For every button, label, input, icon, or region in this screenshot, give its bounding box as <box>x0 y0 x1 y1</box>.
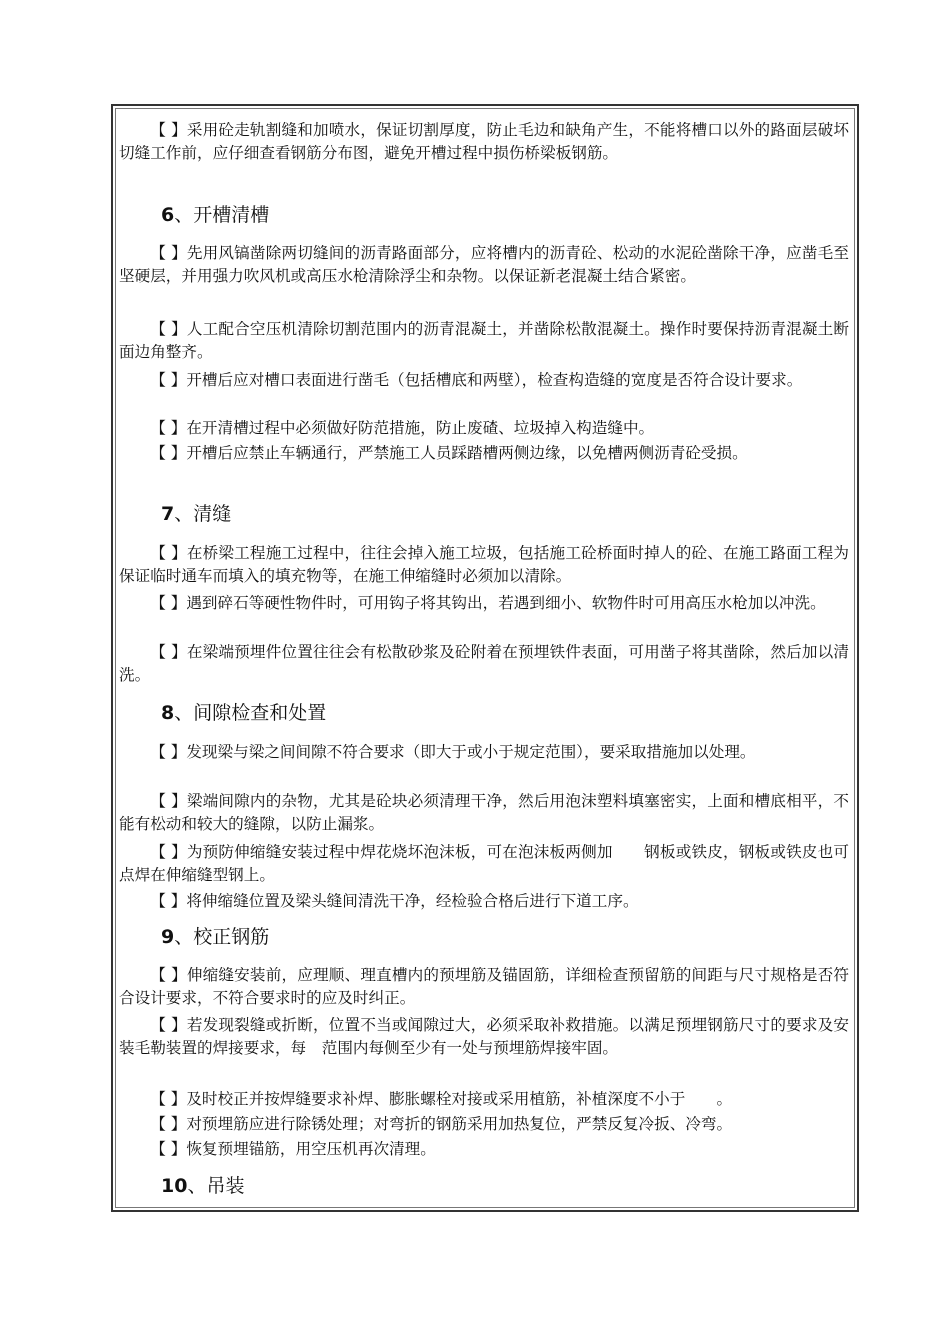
section-title: 、间隙检查和处置 <box>174 702 327 724</box>
paragraph-8-2: 【 】梁端间隙内的杂物，尤其是砼块必须清理干净，然后用泡沫塑料填塞密实，上面和槽底相平，不能有松动和较大的缝隙，以防止漏浆。 <box>119 792 849 833</box>
section-title: 、校正钢筋 <box>174 926 270 948</box>
paragraph-6-1: 【 】先用风镐凿除两切缝间的沥青路面部分，应将槽内的沥青砼、松动的水泥砼凿除干净，应凿毛至坚硬层，并用强力吹风机或高压水枪清除浮尘和杂物。以保证新老混凝土结合紧密。 <box>119 244 849 285</box>
section-heading-8 <box>161 700 326 726</box>
section-number: 6 <box>161 204 175 226</box>
section-number: 7 <box>161 503 175 525</box>
paragraph-9-4: 【 】对预埋筋应进行除锈处理；对弯折的钢筋采用加热复位，严禁反复冷扳、冷弯。 <box>150 1115 733 1133</box>
paragraph-9-5: 【 】恢复预埋锚筋，用空压机再次清理。 <box>150 1140 436 1158</box>
paragraph-6-2: 【 】人工配合空压机清除切割范围内的沥青混凝土，并凿除松散混凝土。操作时要保持沥青混凝土断面边角整齐。 <box>119 320 849 361</box>
section-title: 、吊装 <box>187 1175 245 1197</box>
section-heading-9 <box>161 924 269 950</box>
section-heading-7 <box>161 501 231 527</box>
section-number: 9 <box>161 926 175 948</box>
paragraph-8-4: 【 】将伸缩缝位置及梁头缝间清洗干净，经检验合格后进行下道工序。 <box>150 892 639 910</box>
section-number: 10 <box>161 1175 188 1197</box>
paragraph-8-1: 【 】发现梁与梁之间间隙不符合要求（即大于或小于规定范围），要采取措施加以处理。 <box>150 743 756 761</box>
paragraph-6-3: 【 】开槽后应对槽口表面进行凿毛（包括槽底和两壁），检查构造缝的宽度是否符合设计要求。 <box>150 371 803 389</box>
section-heading-6 <box>161 202 269 228</box>
paragraph-9-1: 【 】伸缩缝安装前，应理顺、理直槽内的预埋筋及锚固筋，详细检查预留筋的间距与尺寸规格是否符合设计要求，不符合要求时的应及时纠正。 <box>119 966 849 1007</box>
paragraph-7-2: 【 】遇到碎石等硬性物件时，可用钩子将其钩出，若遇到细小、软物件时可用高压水枪加以冲洗。 <box>150 594 826 612</box>
section-title: 、清缝 <box>174 503 232 525</box>
content-table-frame <box>111 104 859 1212</box>
paragraph-7-3: 【 】在梁端预埋件位置往往会有松散砂浆及砼附着在预埋铁件表面，可用凿子将其凿除，然后加以清洗。 <box>119 643 849 684</box>
section-number: 8 <box>161 702 175 724</box>
paragraph-6-5: 【 】开槽后应禁止车辆通行，严禁施工人员踩踏槽两侧边缘，以免槽两侧沥青砼受损。 <box>150 444 748 462</box>
paragraph-6-4: 【 】在开清槽过程中必须做好防范措施，防止废碴、垃圾掉入构造缝中。 <box>150 419 655 437</box>
paragraph-9-2: 【 】若发现裂缝或折断，位置不当或闻隙过大，必须采取补救措施。以满足预埋钢筋尺寸的要求及安装毛勒装置的焊接要求，每 范围内每侧至少有一处与预埋筋焊接牢固。 <box>119 1016 849 1057</box>
section-title: 、开槽清槽 <box>174 204 270 226</box>
paragraph-8-3: 【 】为预防伸缩缝安装过程中焊花烧坏泡沫板，可在泡沫板两侧加 钢板或铁皮，钢板或铁皮也可点焊在伸缩缝型钢上。 <box>119 843 849 884</box>
paragraph-7-1: 【 】在桥梁工程施工过程中，往往会掉入施工垃圾，包括施工砼桥面时掉人的砼、在施工路面工程为保证临时通车而填入的填充物等，在施工伸缩缝时必须加以清除。 <box>119 544 849 585</box>
paragraph-cutting: 【 】采用砼走轨割缝和加喷水，保证切割厚度，防止毛边和缺角产生，不能将槽口以外的路面层破坏切缝工作前，应仔细查看钢筋分布图，避免开槽过程中损伤桥梁板钢筋。 <box>119 121 849 162</box>
paragraph-9-3: 【 】及时校正并按焊缝要求补焊、膨胀螺栓对接或采用植筋，补植深度不小于 。 <box>150 1090 733 1108</box>
section-heading-10 <box>161 1173 244 1199</box>
